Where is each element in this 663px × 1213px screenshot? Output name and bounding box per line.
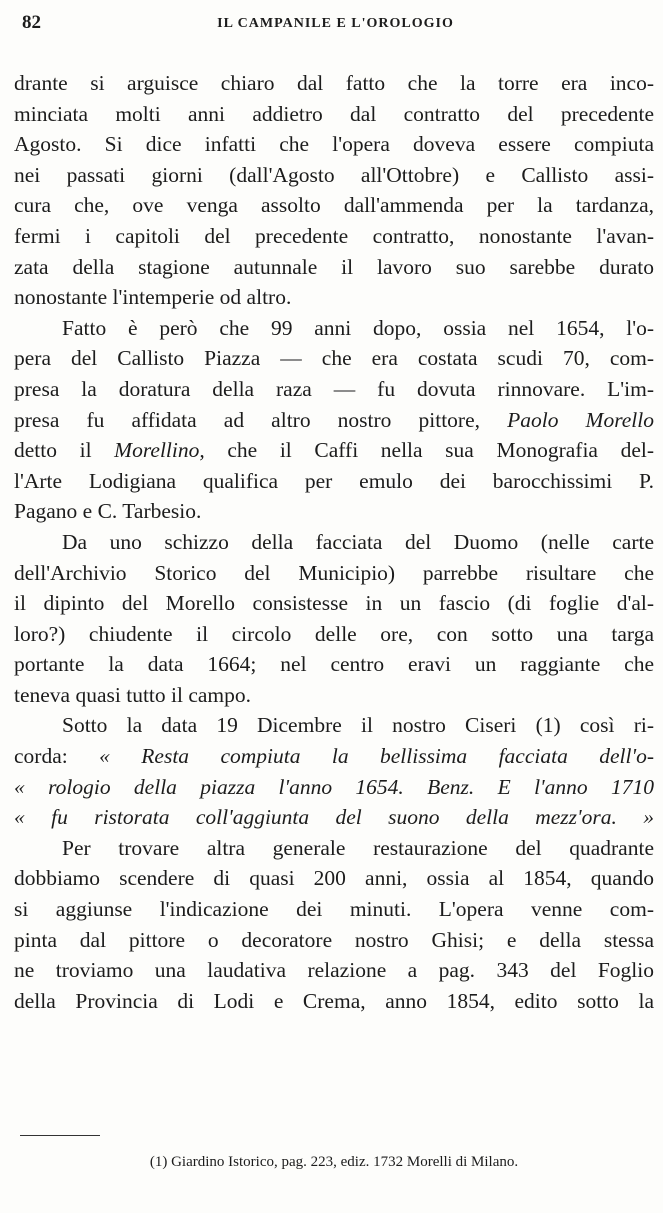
text-run: minciata molti anni addietro dal contratto del precedente bbox=[14, 101, 654, 126]
text-run: che il Caffi nella sua Monografia del- bbox=[204, 438, 654, 463]
text-line bbox=[14, 374, 654, 405]
text-run: dell'Archivio Storico del Municipio) parrebbe risultare che bbox=[14, 560, 654, 585]
text-line bbox=[14, 588, 654, 619]
text-line bbox=[14, 680, 654, 711]
text-run: Fatto è però che 99 anni dopo, ossia nel 1654, l'o- bbox=[62, 315, 654, 340]
text-run: Pagano e C. Tarbesio. bbox=[14, 499, 202, 524]
page-number: 82 bbox=[22, 12, 41, 33]
text-line bbox=[14, 99, 654, 130]
text-run-italic: « rologio della piazza l'anno 1654. Benz. E l'anno 1710 bbox=[14, 774, 654, 799]
text-line bbox=[14, 313, 654, 344]
text-line bbox=[14, 282, 654, 313]
text-run: nei passati giorni (dall'Agosto all'Ottobre) e Callisto assi- bbox=[14, 162, 654, 187]
text-line bbox=[14, 741, 654, 772]
text-run: presa la doratura della raza — fu dovuta rinnovare. L'im- bbox=[14, 376, 654, 401]
text-line bbox=[14, 466, 654, 497]
text-line bbox=[14, 160, 654, 191]
text-line bbox=[14, 343, 654, 374]
text-line bbox=[14, 710, 654, 741]
text-run-italic: « fu ristorata coll'aggiunta del suono della mezz'ora. » bbox=[14, 805, 654, 830]
text-line bbox=[14, 527, 654, 558]
text-run: presa fu affidata ad altro nostro pittore, bbox=[14, 407, 508, 432]
text-line bbox=[14, 558, 654, 589]
text-line bbox=[14, 619, 654, 650]
page-header bbox=[22, 12, 649, 42]
text-line bbox=[14, 252, 654, 283]
paragraph bbox=[14, 710, 654, 832]
text-run-italic: « Resta compiuta la bellissima facciata dell'o- bbox=[99, 744, 654, 769]
paragraph bbox=[14, 527, 654, 711]
text-run: si aggiunse l'indicazione dei minuti. L'opera venne com- bbox=[14, 897, 654, 922]
text-run: Sotto la data 19 Dicembre il nostro Ciseri (1) così ri- bbox=[62, 713, 654, 738]
text-run-italic: Paolo Morello bbox=[507, 407, 655, 432]
paragraph bbox=[14, 313, 654, 527]
text-run: pera del Callisto Piazza — che era costata scudi 70, com- bbox=[14, 346, 654, 371]
text-run: Da uno schizzo della facciata del Duomo (nelle carte bbox=[62, 529, 654, 554]
text-run: portante la data 1664; nel centro eravi un raggiante che bbox=[14, 652, 654, 677]
text-run: ne troviamo una laudativa relazione a pag. 343 del Foglio bbox=[14, 958, 654, 983]
text-run: loro?) chiudente il circolo delle ore, con sotto una targa bbox=[14, 621, 654, 646]
text-line bbox=[14, 435, 654, 466]
text-line bbox=[14, 496, 654, 527]
text-run: detto il bbox=[14, 438, 115, 463]
footnote: (1) Giardino Istorico, pag. 223, ediz. 1732 Morelli di Milano. bbox=[149, 1154, 519, 1170]
text-run: della Provincia di Lodi e Crema, anno 1854, edito sotto la bbox=[14, 988, 654, 1013]
text-line bbox=[14, 833, 654, 864]
text-line bbox=[14, 129, 654, 160]
running-head: IL CAMPANILE E L'OROLOGIO bbox=[217, 16, 454, 31]
footnote-divider bbox=[20, 1135, 100, 1136]
text-line bbox=[14, 986, 654, 1017]
text-line bbox=[14, 863, 654, 894]
text-run: fermi i capitoli del precedente contratto, nonostante l'avan- bbox=[14, 223, 654, 248]
text-line bbox=[14, 925, 654, 956]
text-run: drante si arguisce chiaro dal fatto che la torre era inco- bbox=[14, 71, 654, 95]
text-line bbox=[14, 190, 654, 221]
text-line bbox=[14, 894, 654, 925]
text-line bbox=[14, 405, 654, 436]
text-run: l'Arte Lodigiana qualifica per emulo dei barocchissimi P. bbox=[14, 468, 654, 493]
text-run-italic: Morellino, bbox=[114, 438, 205, 463]
text-run: teneva quasi tutto il campo. bbox=[14, 682, 252, 707]
paragraph bbox=[14, 68, 654, 313]
text-line bbox=[14, 68, 654, 99]
text-line bbox=[14, 649, 654, 680]
text-run: cura che, ove venga assolto dall'ammenda per la tardanza, bbox=[14, 193, 654, 218]
text-run: dobbiamo scendere di quasi 200 anni, ossia al 1854, quando bbox=[14, 866, 654, 891]
text-line bbox=[14, 221, 654, 252]
text-run: pinta dal pittore o decoratore nostro Ghisi; e della stessa bbox=[14, 927, 654, 952]
text-run: nonostante l'intemperie od altro. bbox=[14, 285, 292, 310]
text-line bbox=[14, 955, 654, 986]
text-run: il dipinto del Morello consistesse in un fascio (di foglie d'al- bbox=[14, 591, 654, 616]
text-run: Agosto. Si dice infatti che l'opera doveva essere compiuta bbox=[14, 132, 654, 157]
text-run: zata della stagione autunnale il lavoro suo sarebbe durato bbox=[14, 254, 654, 279]
text-run: Per trovare altra generale restaurazione del quadrante bbox=[62, 835, 654, 860]
paragraph bbox=[14, 833, 654, 1017]
body-text bbox=[14, 68, 654, 1016]
text-run: corda: bbox=[14, 744, 100, 769]
text-line bbox=[14, 772, 654, 803]
text-line bbox=[14, 802, 654, 833]
